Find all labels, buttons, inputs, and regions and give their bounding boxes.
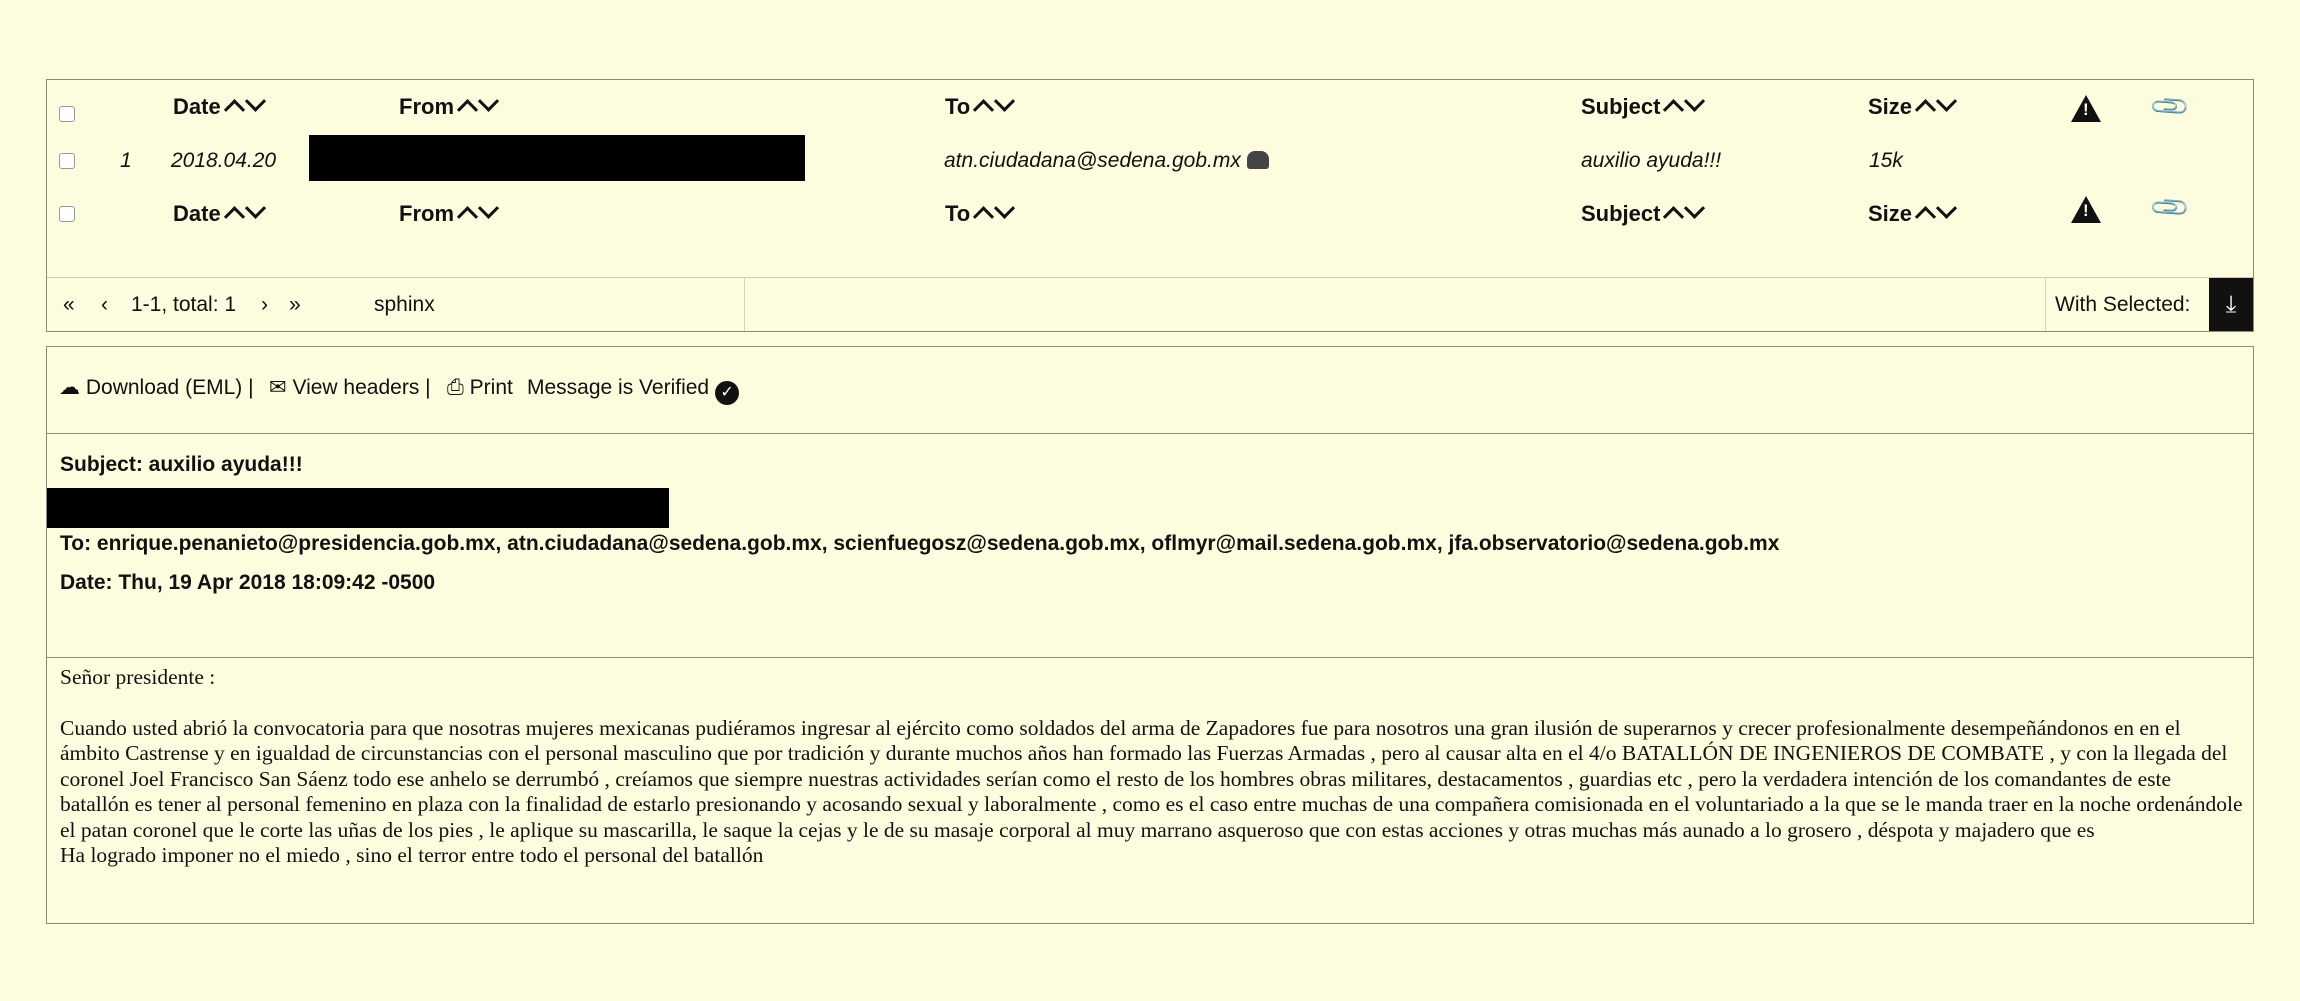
redacted-from: [47, 488, 669, 528]
paperclip-icon[interactable]: 📎: [2147, 185, 2192, 230]
row-subject[interactable]: auxilio ayuda!!!: [1581, 149, 1722, 172]
with-selected-label: With Selected:: [2055, 293, 2191, 316]
sort-arrows-icon[interactable]: [976, 194, 1018, 234]
message-subject: Subject: auxilio ayuda!!!: [60, 453, 303, 476]
message-list-panel: [46, 79, 2254, 332]
sort-arrows-icon[interactable]: [227, 87, 269, 127]
row-size: 15k: [1869, 149, 1903, 172]
sort-subject-header[interactable]: Subject: [1581, 87, 1708, 127]
sort-to-header[interactable]: To: [945, 87, 1018, 127]
sort-arrows-icon[interactable]: [1666, 87, 1708, 127]
warning-icon[interactable]: [2071, 196, 2101, 223]
body-closing: Ha logrado imponer no el miedo , sino el terror entre todo el personal del batallón: [60, 843, 764, 867]
sort-arrows-icon[interactable]: [1918, 87, 1960, 127]
message-view-panel: [46, 346, 2254, 924]
sort-arrows-icon[interactable]: [1666, 194, 1708, 234]
paperclip-icon[interactable]: 📎: [2147, 84, 2192, 129]
page-range: 1-1, total: 1: [131, 293, 237, 316]
list-header-top: [47, 84, 2253, 129]
row-to[interactable]: atn.ciudadana@sedena.gob.mx: [944, 141, 1269, 181]
print-link[interactable]: ⎙ Print: [447, 376, 513, 399]
sort-arrows-icon[interactable]: [227, 194, 269, 234]
sort-from-header[interactable]: From: [399, 194, 502, 234]
row-date[interactable]: 2018.04.20: [171, 149, 277, 172]
next-page-icon[interactable]: ›: [261, 293, 268, 316]
table-row[interactable]: [47, 141, 2253, 181]
download-eml-link[interactable]: ☁ Download (EML) |: [59, 376, 254, 399]
printer-icon: ⎙: [447, 376, 464, 399]
warning-icon[interactable]: [2071, 95, 2101, 122]
sort-arrows-icon[interactable]: [460, 87, 502, 127]
message-to: To: enrique.penanieto@presidencia.gob.mx, atn.ciudadana@sedena.gob.mx, scienfuegosz@sedena.gob.mx, oflmyr@mail.sedena.gob.mx, jfa.observatorio@sedena.gob.mx: [60, 532, 1780, 555]
download-icon: ⤓: [2225, 291, 2237, 318]
pager-divider: [744, 278, 745, 331]
sort-arrows-icon[interactable]: [460, 194, 502, 234]
sort-subject-header[interactable]: Subject: [1581, 194, 1708, 234]
body-greeting: Señor presidente :: [60, 665, 216, 689]
pager-bar: [47, 277, 2253, 331]
sort-size-header[interactable]: Size: [1868, 194, 1960, 234]
message-toolbar: [47, 347, 2253, 434]
body-paragraph: Cuando usted abrió la convocatoria para que nosotras mujeres mexicanas pudiéramos ingresar al ejército como soldados del arma de Zapadores fue para nosotros una gran ilusión de superarnos y crecer profesionalmente desempeñándonos en en el ámbito Castrense y en igualdad de circunstancias con el personal masculino que por tradición y durante muchos años han formado las Fuerzas Armadas , pero al causar alta en el 4/o BATALLÓN DE INGENIEROS DE COMBATE , y con la llegada del coronel Joel Francisco San Sáenz todo ese anhelo se derrumbó , creíamos que siempre nuestras actividades serían como el resto de los hombres obras militares, destacamentos , guardias etc , pero la verdadera intención de los comandantes de este batallón es tener al personal femenino en plaza con la finalidad de estarlo presionando y acosando sexual y laboralmente , como es el caso entre muchas de una compañera comisionada en el voluntariado a la que se le manda traer en la noche ordenándole el patan coronel que le corte las uñas de los pies , le aplique su mascarilla, le saque la cejas y le de su masaje corporal al muy marrano asqueroso que con estas acciones y otras muchas más aunado a lo grosero , déspota y majadero que es: [60, 715, 2243, 842]
redacted-from: [309, 135, 805, 181]
verified-status: Message is Verified ✓: [527, 375, 739, 405]
sort-to-header[interactable]: To: [945, 194, 1018, 234]
download-selected-button[interactable]: [2209, 278, 2253, 331]
message-headers: [47, 433, 2253, 658]
sort-arrows-icon[interactable]: [1918, 194, 1960, 234]
row-number: 1: [120, 149, 132, 172]
row-checkbox[interactable]: [59, 153, 75, 169]
select-all-checkbox[interactable]: [59, 106, 75, 122]
cloud-download-icon: ☁: [59, 376, 80, 399]
check-circle-icon: ✓: [715, 381, 739, 405]
search-input[interactable]: sphinx: [374, 293, 435, 316]
group-icon: [1247, 151, 1269, 169]
sort-date-header[interactable]: Date: [173, 87, 269, 127]
view-headers-link[interactable]: ✉ View headers |: [269, 376, 431, 399]
pager-divider: [2045, 278, 2046, 331]
last-page-icon[interactable]: »: [289, 293, 301, 316]
list-header-bottom: [47, 185, 2253, 234]
first-page-icon[interactable]: «: [63, 293, 75, 316]
sort-date-header[interactable]: Date: [173, 194, 269, 234]
sort-from-header[interactable]: From: [399, 87, 502, 127]
sort-arrows-icon[interactable]: [976, 87, 1018, 127]
envelope-icon: ✉: [269, 376, 287, 399]
message-body: [60, 665, 2245, 869]
sort-size-header[interactable]: Size: [1868, 87, 1960, 127]
select-all-checkbox[interactable]: [59, 206, 75, 222]
message-date: Date: Thu, 19 Apr 2018 18:09:42 -0500: [60, 571, 436, 594]
prev-page-icon[interactable]: ‹: [101, 293, 108, 316]
